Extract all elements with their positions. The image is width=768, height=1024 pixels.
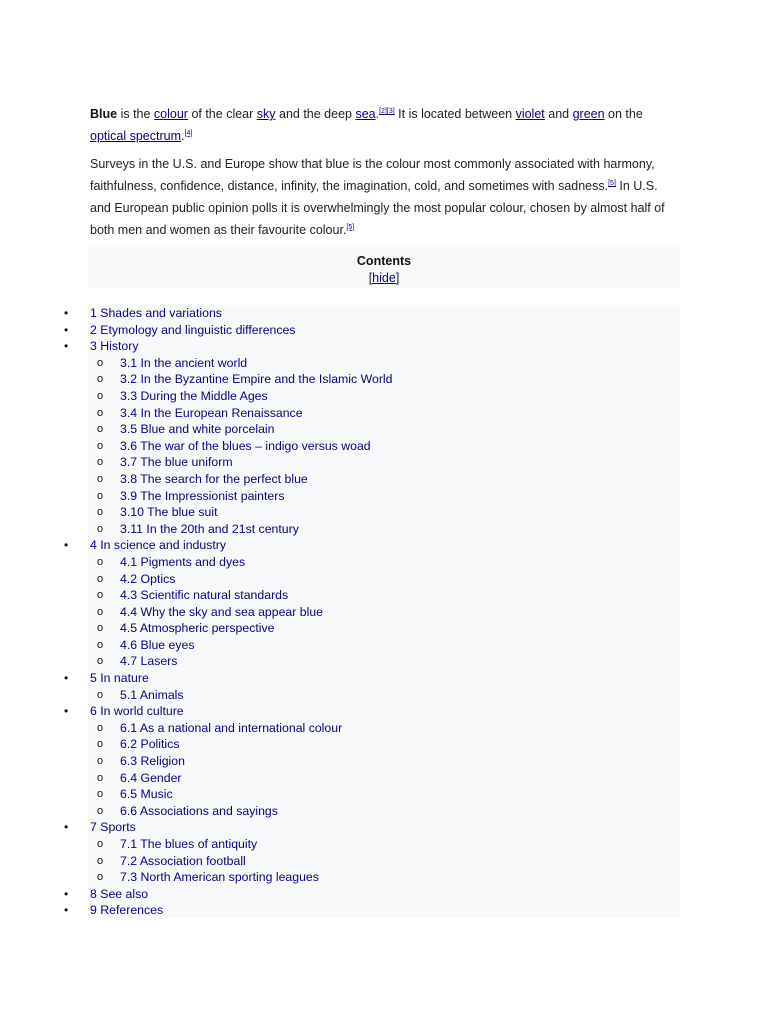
toc-item: [0, 388, 768, 405]
toc-link[interactable]: 6.6 Associations and sayings: [120, 803, 278, 818]
bullet-icon: •: [64, 820, 69, 835]
toc-toggle: [hide]: [368, 271, 400, 285]
toc-item: [0, 405, 768, 422]
circle-bullet-icon: o: [97, 456, 104, 469]
toc-link[interactable]: 5.1 Animals: [120, 687, 184, 702]
bullet-icon: •: [64, 671, 69, 686]
circle-bullet-icon: o: [97, 755, 104, 768]
citation-2-3[interactable]: [2][3]: [379, 108, 395, 115]
toc-item: [0, 454, 768, 471]
toc-link[interactable]: 3.5 Blue and white porcelain: [120, 422, 275, 437]
circle-bullet-icon: o: [97, 472, 104, 485]
circle-bullet-icon: o: [97, 771, 104, 784]
toc-link[interactable]: 3.1 In the ancient world: [120, 355, 248, 370]
circle-bullet-icon: o: [97, 489, 104, 502]
toc-link[interactable]: 3.10 The blue suit: [120, 505, 218, 520]
link-green[interactable]: green: [572, 107, 605, 121]
toc-item: [0, 687, 768, 704]
toc-item: [0, 720, 768, 737]
bullet-icon: •: [64, 322, 69, 337]
citation-5b[interactable]: [5]: [346, 223, 355, 231]
circle-bullet-icon: o: [97, 655, 104, 668]
toc-item: [0, 620, 768, 637]
toc-item: [0, 305, 768, 322]
circle-bullet-icon: o: [97, 854, 104, 867]
bullet-icon: •: [64, 339, 69, 354]
circle-bullet-icon: o: [97, 622, 104, 635]
circle-bullet-icon: o: [97, 788, 104, 801]
toc-hide-link[interactable]: hide: [372, 271, 396, 285]
toc-link[interactable]: 7.1 The blues of antiquity: [120, 837, 258, 851]
bullet-icon: •: [64, 306, 69, 320]
toc-link[interactable]: 3.6 The war of the blues – indigo versus woad: [120, 438, 371, 453]
circle-bullet-icon: o: [97, 356, 104, 369]
link-optical-spectrum[interactable]: optical spectrum: [90, 128, 182, 143]
toc-title: Contents: [356, 254, 412, 268]
toc-link[interactable]: 3.8 The search for the perfect blue: [120, 471, 308, 486]
toc-item: [0, 355, 768, 372]
toc-link[interactable]: 6.4 Gender: [120, 770, 182, 785]
toc-item: [0, 488, 768, 505]
citation-4[interactable]: [4]: [184, 129, 193, 137]
toc-header: [88, 247, 680, 288]
surveys-paragraph: Surveys in the U.S. and Europe show that blue is the colour most commonly associated with harmony, faithfulness, confidence, distance, infinity, the imagination, cold, and sometimes with sadness.[5] In U.S. and European public opinion polls it is overwhelmingly the most popular colour, chosen by almost half of both men and women as their favourite colour.[5]: [90, 157, 665, 237]
toc-link[interactable]: 5 In nature: [90, 671, 149, 686]
toc-link[interactable]: 7.2 Association football: [120, 853, 246, 868]
toc-item: [0, 703, 768, 720]
toc-item: [0, 587, 768, 604]
circle-bullet-icon: o: [97, 373, 104, 386]
toc-link[interactable]: 6.1 As a national and international colour: [120, 720, 343, 735]
toc-item: [0, 537, 768, 554]
toc-item: [0, 322, 768, 339]
link-colour[interactable]: colour: [153, 107, 188, 121]
toc-item: [0, 886, 768, 903]
toc-item: [0, 836, 768, 853]
toc-link[interactable]: 3.7 The blue uniform: [120, 455, 233, 470]
article-body: [90, 104, 680, 248]
toc-link[interactable]: 4.6 Blue eyes: [120, 637, 195, 652]
toc-link[interactable]: 4.4 Why the sky and sea appear blue: [120, 604, 324, 619]
toc-link[interactable]: 4.5 Atmospheric perspective: [120, 621, 275, 636]
toc-link[interactable]: 3.11 In the 20th and 21st century: [120, 521, 299, 536]
circle-bullet-icon: o: [97, 838, 104, 850]
toc-link[interactable]: 6.3 Religion: [120, 754, 185, 769]
toc-link[interactable]: 6.5 Music: [120, 787, 173, 802]
toc-item: [0, 770, 768, 787]
toc-link[interactable]: 6 In world culture: [90, 704, 184, 719]
toc-link[interactable]: 3.9 The Impressionist painters: [120, 488, 285, 503]
bullet-icon: •: [64, 538, 69, 553]
toc-item: [0, 753, 768, 770]
toc-item: [0, 819, 768, 836]
toc-link[interactable]: 4.3 Scientific natural standards: [120, 588, 289, 603]
toc-item: [0, 554, 768, 571]
toc-item: [0, 504, 768, 521]
circle-bullet-icon: o: [97, 406, 104, 419]
toc-link[interactable]: 4.1 Pigments and dyes: [120, 554, 246, 569]
article-subject: Blue: [90, 107, 118, 121]
toc-link[interactable]: 9 References: [90, 903, 164, 918]
circle-bullet-icon: o: [97, 522, 104, 535]
bullet-icon: •: [64, 704, 69, 719]
toc-item: [0, 902, 768, 919]
circle-bullet-icon: o: [97, 738, 104, 751]
toc-link[interactable]: 4.7 Lasers: [120, 654, 178, 669]
toc-item: [0, 371, 768, 388]
bullet-icon: •: [64, 886, 69, 901]
toc-link[interactable]: 4.2 Optics: [120, 571, 176, 586]
circle-bullet-icon: o: [97, 804, 104, 817]
link-sea[interactable]: sea: [355, 107, 376, 121]
circle-bullet-icon: o: [97, 605, 104, 618]
toc-link[interactable]: 6.2 Politics: [120, 737, 180, 752]
toc-list: [0, 305, 768, 919]
toc-item: [0, 338, 768, 355]
toc-item: [0, 421, 768, 438]
toc-item: [0, 853, 768, 870]
toc-item: [0, 869, 768, 886]
circle-bullet-icon: o: [97, 506, 104, 519]
toc-link[interactable]: 3.4 In the European Renaissance: [120, 405, 303, 420]
toc-item: [0, 471, 768, 488]
toc-link[interactable]: 8 See also: [90, 886, 149, 901]
toc-item: [0, 438, 768, 455]
toc-item: [0, 604, 768, 621]
toc-link[interactable]: 4 In science and industry: [90, 538, 227, 553]
toc-link[interactable]: 7 Sports: [90, 820, 136, 835]
circle-bullet-icon: o: [97, 572, 104, 585]
toc-link[interactable]: 3.2 In the Byzantine Empire and the Islamic World: [120, 372, 393, 387]
circle-bullet-icon: o: [97, 389, 104, 402]
toc-item: [0, 571, 768, 588]
circle-bullet-icon: o: [97, 439, 104, 452]
intro-paragraph: Blue is the colour of the clear sky and the deep sea.[2][3] It is located between violet and green on the optical spectrum.[4]: [90, 107, 643, 143]
circle-bullet-icon: o: [97, 423, 104, 436]
toc-item: [0, 637, 768, 654]
link-violet[interactable]: violet: [515, 107, 545, 121]
toc-item: [0, 521, 768, 538]
toc-item: [0, 736, 768, 753]
circle-bullet-icon: o: [97, 688, 104, 701]
circle-bullet-icon: o: [97, 721, 104, 734]
citation-5a[interactable]: [5]: [608, 180, 616, 188]
toc-item: [0, 803, 768, 820]
bullet-icon: •: [64, 903, 69, 918]
toc-link[interactable]: 7.3 North American sporting leagues: [120, 870, 319, 885]
toc-item: [0, 653, 768, 670]
toc-link[interactable]: 1 Shades and variations: [90, 306, 222, 320]
circle-bullet-icon: o: [97, 638, 104, 651]
circle-bullet-icon: o: [97, 555, 104, 568]
toc-link[interactable]: 2 Etymology and linguistic differences: [90, 322, 296, 337]
toc-item: [0, 786, 768, 803]
circle-bullet-icon: o: [97, 871, 104, 884]
toc-link[interactable]: 3.3 During the Middle Ages: [120, 388, 268, 403]
circle-bullet-icon: o: [97, 589, 104, 602]
toc-link[interactable]: 3 History: [90, 339, 139, 354]
toc-item: [0, 670, 768, 687]
link-sky[interactable]: sky: [256, 107, 276, 121]
